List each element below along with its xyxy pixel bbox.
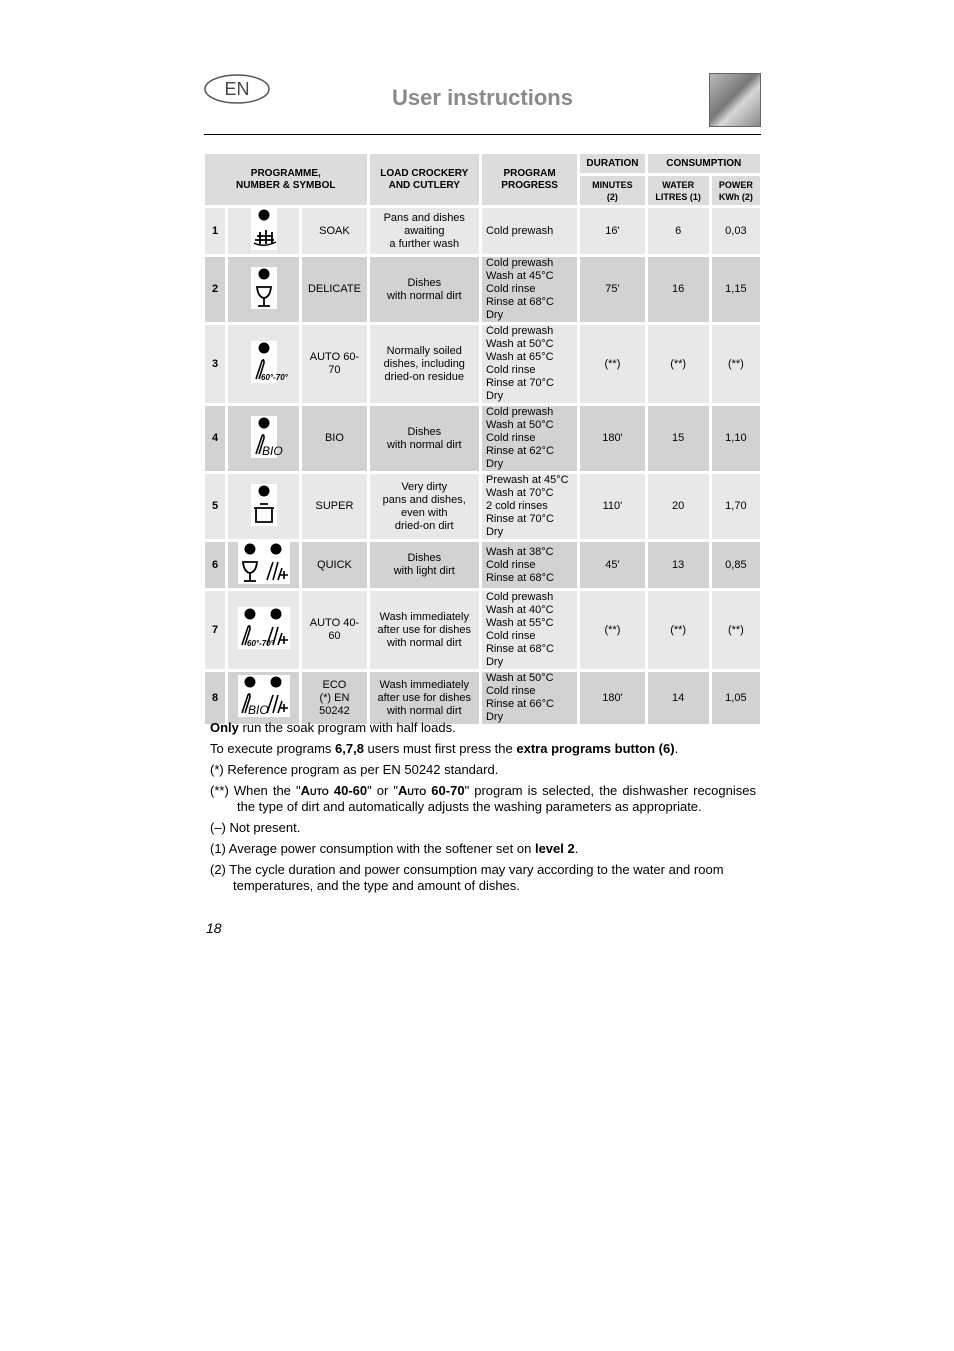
soak-pan-icon <box>252 210 276 250</box>
program-symbol <box>228 325 299 403</box>
language-code: EN <box>224 79 250 99</box>
program-name: ECO (*) EN 50242 <box>302 672 366 724</box>
duration-minutes: 16' <box>580 208 644 254</box>
pot-icon <box>252 486 276 526</box>
program-name: DELICATE <box>302 257 366 322</box>
power-kwh: 0,85 <box>712 542 760 588</box>
power-kwh: (**) <box>712 591 760 669</box>
program-number: 2 <box>205 257 225 322</box>
load-description: Normally soiled dishes, including dried-on residue <box>370 325 479 403</box>
note-power: (1) Average power consumption with the softener set on level 2. <box>210 841 579 856</box>
note-not-present: (–) Not present. <box>210 820 301 835</box>
program-name: SUPER <box>302 474 366 539</box>
water-litres: 20 <box>648 474 709 539</box>
power-kwh: 1,15 <box>712 257 760 322</box>
dishwasher-photo-icon <box>709 73 761 127</box>
program-symbol <box>228 542 299 588</box>
program-number: 7 <box>205 591 225 669</box>
duration-minutes: 75' <box>580 257 644 322</box>
power-kwh: (**) <box>712 325 760 403</box>
duration-minutes: (**) <box>580 591 644 669</box>
note-extra-programs: To execute programs 6,7,8 users must first press the extra programs button (6). <box>210 741 679 756</box>
power-kwh: 1,10 <box>712 406 760 471</box>
program-steps: Cold prewash Wash at 40°C Wash at 55°C Cold rinse Rinse at 68°C Dry <box>482 591 577 669</box>
program-steps: Cold prewash Wash at 50°C Cold rinse Rinse at 62°C Dry <box>482 406 577 471</box>
table-row <box>205 208 760 254</box>
extra-plus-icon <box>264 609 288 649</box>
duration-minutes: 180' <box>580 406 644 471</box>
program-steps: Wash at 50°C Cold rinse Rinse at 66°C Dry <box>482 672 577 724</box>
load-description: Wash immediately after use for dishes with normal dirt <box>370 672 479 724</box>
load-description: Dishes with normal dirt <box>370 406 479 471</box>
water-litres: 16 <box>648 257 709 322</box>
water-litres: 15 <box>648 406 709 471</box>
wine-glass-icon <box>252 269 276 309</box>
auto-60-70-icon <box>238 609 274 649</box>
header-divider <box>204 134 761 135</box>
header-consumption: CONSUMPTION <box>648 154 760 173</box>
extra-plus-icon <box>264 677 288 717</box>
header-power: POWER KWh (2) <box>712 176 760 205</box>
program-symbol <box>228 672 299 724</box>
program-symbol <box>228 406 299 471</box>
duration-minutes: 180' <box>580 672 644 724</box>
load-description: Dishes with normal dirt <box>370 257 479 322</box>
bio-icon <box>252 418 283 458</box>
water-litres: (**) <box>648 591 709 669</box>
program-number: 3 <box>205 325 225 403</box>
note-soak: Only run the soak program with half loads. <box>210 720 456 735</box>
table-row <box>205 591 760 669</box>
svg-text:BIO: BIO <box>247 703 269 717</box>
program-name: BIO <box>302 406 366 471</box>
svg-text:60°-70°: 60°-70° <box>246 639 274 648</box>
program-name: AUTO 40-60 <box>302 591 366 669</box>
program-symbol <box>228 474 299 539</box>
program-number: 5 <box>205 474 225 539</box>
program-number: 4 <box>205 406 225 471</box>
program-symbol <box>228 591 299 669</box>
program-name: SOAK <box>302 208 366 254</box>
auto-60-70-icon <box>252 343 288 383</box>
extra-plus-icon <box>264 544 288 584</box>
table-row <box>205 542 760 588</box>
water-litres: 14 <box>648 672 709 724</box>
program-symbol <box>228 208 299 254</box>
header-programme: PROGRAMME, NUMBER & SYMBOL <box>205 154 367 205</box>
water-litres: 6 <box>648 208 709 254</box>
water-litres: (**) <box>648 325 709 403</box>
program-name: AUTO 60-70 <box>302 325 366 403</box>
program-steps: Cold prewash Wash at 50°C Wash at 65°C Cold rinse Rinse at 70°C Dry <box>482 325 577 403</box>
table-row <box>205 406 760 471</box>
load-description: Dishes with light dirt <box>370 542 479 588</box>
program-steps: Wash at 38°C Cold rinse Rinse at 68°C <box>482 542 577 588</box>
program-number: 6 <box>205 542 225 588</box>
program-steps: Cold prewash <box>482 208 577 254</box>
program-symbol <box>228 257 299 322</box>
bio-icon <box>238 677 269 717</box>
water-litres: 13 <box>648 542 709 588</box>
wine-glass-icon <box>238 544 262 584</box>
program-steps: Cold prewash Wash at 45°C Cold rinse Rinse at 68°C Dry <box>482 257 577 322</box>
header-load: LOAD CROCKERY AND CUTLERY <box>370 154 479 205</box>
duration-minutes: 45' <box>580 542 644 588</box>
table-row <box>205 325 760 403</box>
load-description: Very dirty pans and dishes, even with dried-on dirt <box>370 474 479 539</box>
note-reference: (*) Reference program as per EN 50242 standard. <box>210 762 499 777</box>
program-name: QUICK <box>302 542 366 588</box>
table-row <box>205 474 760 539</box>
programs-table <box>202 151 763 727</box>
header-water: WATER LITRES (1) <box>648 176 709 205</box>
power-kwh: 0,03 <box>712 208 760 254</box>
header-minutes: MINUTES (2) <box>580 176 644 205</box>
svg-text:60°-70°: 60°-70° <box>260 373 288 382</box>
power-kwh: 1,70 <box>712 474 760 539</box>
header-progress: PROGRAM PROGRESS <box>482 154 577 205</box>
svg-text:BIO: BIO <box>261 443 283 458</box>
program-number: 8 <box>205 672 225 724</box>
page-title: User instructions <box>392 85 573 110</box>
load-description: Wash immediately after use for dishes with normal dirt <box>370 591 479 669</box>
duration-minutes: (**) <box>580 325 644 403</box>
page-header <box>204 70 761 134</box>
table-row <box>205 672 760 724</box>
table-row <box>205 257 760 322</box>
notes <box>210 720 756 899</box>
load-description: Pans and dishes awaiting a further wash <box>370 208 479 254</box>
program-steps: Prewash at 45°C Wash at 70°C 2 cold rinses Rinse at 70°C Dry <box>482 474 577 539</box>
duration-minutes: 110' <box>580 474 644 539</box>
program-number: 1 <box>205 208 225 254</box>
power-kwh: 1,05 <box>712 672 760 724</box>
page-number: 18 <box>206 920 222 936</box>
note-auto: (**) When the "Auto 40-60" or "Auto 60-70" program is selected, the dishwasher recognises the type of dirt and automatically adjusts the washing parameters as appropriate. <box>210 783 756 814</box>
header-duration: DURATION <box>580 154 644 173</box>
note-duration: (2) The cycle duration and power consumption may vary according to the water and room temperatures, and the type and amount of dishes. <box>210 862 724 893</box>
